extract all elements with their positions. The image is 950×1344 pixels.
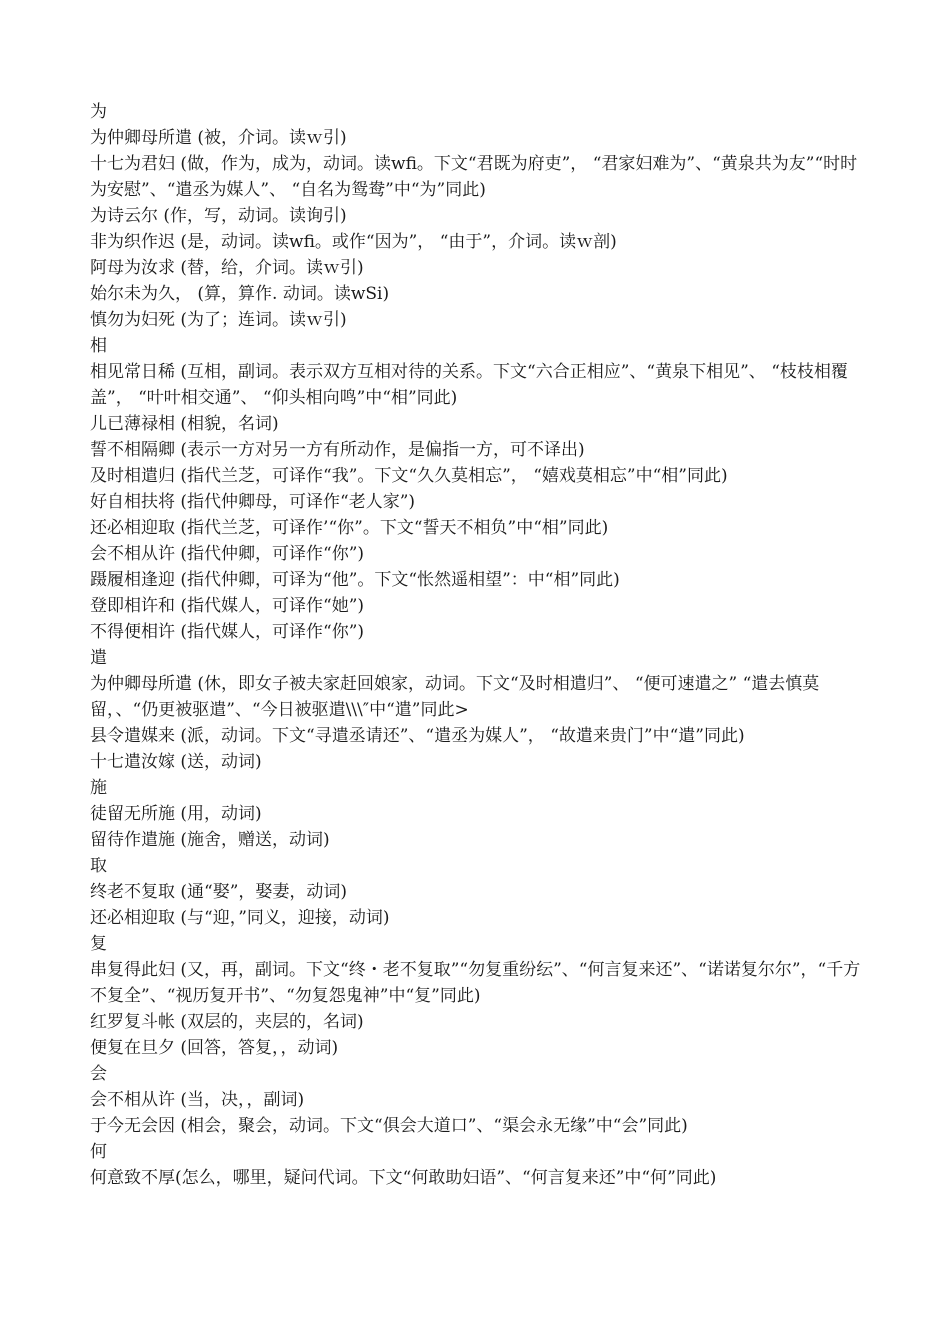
entry-line: 非为织作迟 (是，动词。读wfi。或作“因为”， “由于”，介词。读ｗ剖) bbox=[90, 232, 617, 252]
entry-line: 十七遣汝嫁 (送，动词) bbox=[90, 752, 262, 772]
section-heading: 取 bbox=[90, 856, 107, 876]
section-heading: 施 bbox=[90, 778, 107, 798]
entry-line: 相见常日稀 (互相，副词。表示双方互相对待的关系。下文“六合正相应”、“黄泉下相见”、 “枝枝相覆盖”， “叶叶相交通”、 “仰头相向鸣”中“相”同此) bbox=[90, 362, 848, 408]
section-heading: 遣 bbox=[90, 648, 107, 668]
entry-line: 好自相扶将 (指代仲卿母，可译作“老人家”) bbox=[90, 492, 416, 512]
section-heading: 相 bbox=[90, 336, 107, 356]
entry-line: 为诗云尔 (作，写，动词。读询引) bbox=[90, 206, 347, 226]
entry-line: 会不相从许 (指代仲卿，可译作“你”) bbox=[90, 544, 365, 564]
section-heading: 复 bbox=[90, 934, 107, 954]
section-heading: 会 bbox=[90, 1064, 107, 1084]
entry-line: 不得便相许 (指代媒人，可译作“你”) bbox=[90, 622, 365, 642]
entry-line: 会不相从许 (当，决，，副词) bbox=[90, 1090, 305, 1110]
entry-line: 始尔未为久， (算，算作. 动词。读wSi) bbox=[90, 284, 390, 304]
entry-line: 阿母为汝求 (替，给，介词。读ｗ引) bbox=[90, 258, 364, 278]
entry-line: 十七为君妇 (做，作为，成为，动词。读wfi。下文“君既为府吏”， “君家妇难为”、“黄泉共为友”“时时为安慰”、“遣丞为媒人”、 “自名为鸳鸯”中“为”同此) bbox=[90, 154, 858, 200]
entry-line: 留待作遣施 (施舍，赠送，动词) bbox=[90, 830, 330, 850]
section-heading: 为 bbox=[90, 102, 107, 122]
document-body bbox=[90, 99, 870, 1191]
entry-line: 串复得此妇 (又，再，副词。下文“终・老不复取”“勿复重纷纭”、“何言复来还”、“诺诺复尔尔”，“千方不复全”、“视历复开书”、“勿复怨鬼神”中“复”同此) bbox=[90, 960, 861, 1006]
entry-line: 儿已薄禄相 (相貌，名词) bbox=[90, 414, 279, 434]
entry-line: 蹑履相逢迎 (指代仲卿，可译为“他”。下文“怅然遥相望”：中“相”同此) bbox=[90, 570, 620, 590]
entry-line: 登即相许和 (指代媒人，可译作“她”) bbox=[90, 596, 365, 616]
entry-line: 何意致不厚(怎么，哪里，疑问代词。下文“何敢助妇语”、“何言复来还”中“何”同此) bbox=[90, 1168, 717, 1188]
entry-line: 还必相迎取 (指代兰芝，可译作’“你”。下文“誓天不相负”中“相”同此) bbox=[90, 518, 609, 538]
entry-line: 为仲卿母所遣 (被，介词。读ｗ引) bbox=[90, 128, 347, 148]
entry-line: 终老不复取 (通“娶”，娶妻，动词) bbox=[90, 882, 348, 902]
entry-line: 便复在旦夕 (回答，答复，，动词) bbox=[90, 1038, 339, 1058]
entry-line: 红罗复斗帐 (双层的，夹层的，名词) bbox=[90, 1012, 364, 1032]
entry-line: 徒留无所施 (用，动词) bbox=[90, 804, 262, 824]
entry-line: 慎勿为妇死 (为了；连词。读ｗ引) bbox=[90, 310, 347, 330]
entry-line: 及时相遣归 (指代兰芝，可译作“我”。下文“久久莫相忘”， “嬉戏莫相忘”中“相”同此) bbox=[90, 466, 728, 486]
section-heading: 何 bbox=[90, 1142, 107, 1162]
entry-line: 于今无会因 (相会，聚会，动词。下文“俱会大道口”、“渠会永无缘”中“会”同此) bbox=[90, 1116, 688, 1136]
entry-line: 还必相迎取 (与“迎，”同义，迎接，动词) bbox=[90, 908, 390, 928]
entry-line: 为仲卿母所遣 (休，即女子被夫家赶回娘家，动词。下文“及时相遣归”、 “便可速遣之” “遣去慎莫留，、“仍更被驱遣”、“今日被驱遣\\\″中“遣”同此> bbox=[90, 674, 820, 720]
entry-line: 誓不相隔卿 (表示一方对另一方有所动作，是偏指一方，可不译出) bbox=[90, 440, 585, 460]
entry-line: 县令遣媒来 (派，动词。下文“寻遣丞请还”、“遣丞为媒人”， “故遣来贵门”中“遣”同此) bbox=[90, 726, 745, 746]
